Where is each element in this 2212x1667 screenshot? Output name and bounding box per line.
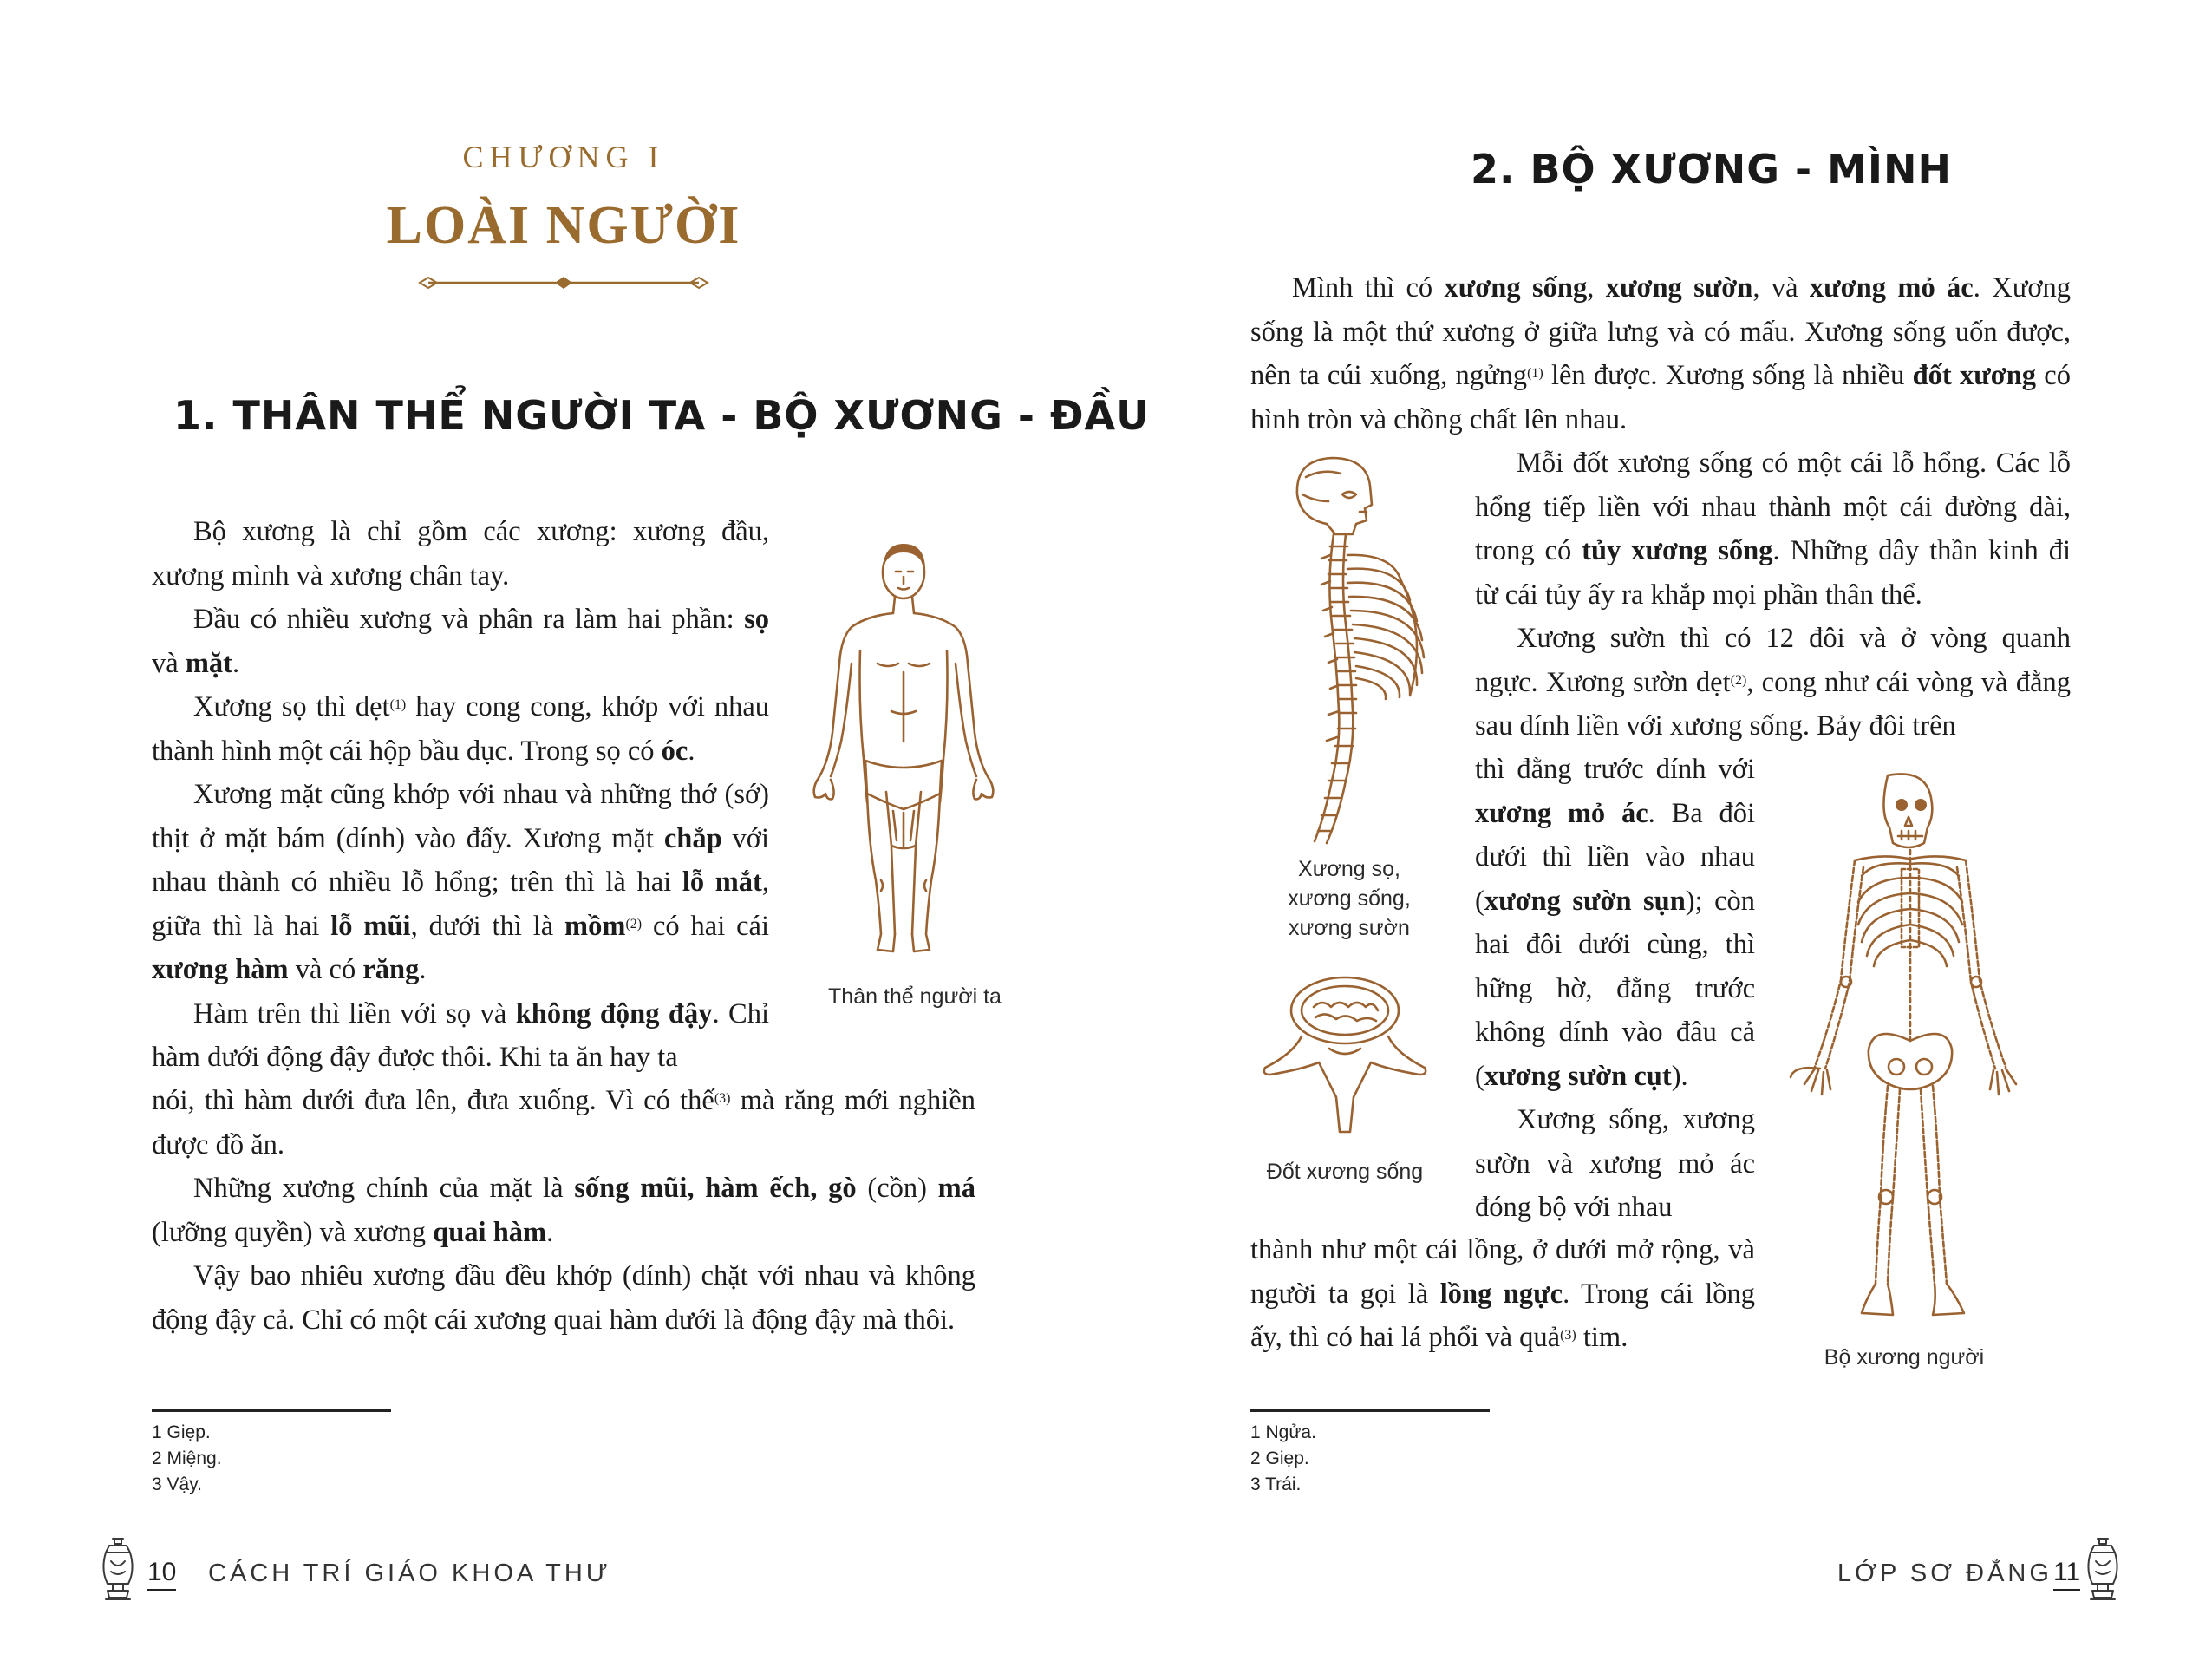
vertebra-illustration [1258, 967, 1432, 1141]
running-title: LỚP SƠ ĐẲNG [1837, 1559, 2052, 1587]
urn-ornament-icon [2082, 1535, 2124, 1605]
page-number: 11 [2053, 1558, 2080, 1591]
body-paragraph: Mỗi đốt xương sống có một cái lỗ hổng. Các lỗ hổng tiếp liền với nhau thành một cái đường dài, trong có tủy xương sống. Những dây thần kinh đi từ cái tủy ấy ra khắp mọi phần thân thể. Xương sườn thì có 12 đôi và ở vòng quanh ngực. Xương sườn dẹt$^{(2)}$, cong như cái vòng và đằng sau dính liền với xương sống. Bảy đôi trên [1475, 448, 2071, 742]
right-page [1106, 0, 2212, 1667]
footnote-divider [1250, 1409, 1490, 1412]
footnote-item: 2 Miệng. [152, 1448, 222, 1468]
footnote-divider [152, 1409, 391, 1412]
chapter-title: LOÀI NGƯỜI [386, 196, 741, 255]
vertebra-caption: Đốt xương sống [1266, 1160, 1424, 1184]
section-title: 1. THÂN THỂ NGƯỜI TA - BỘ XƯƠNG - ĐẦU [173, 392, 1150, 439]
section-title: 2. BỘ XƯƠNG - MÌNH [1471, 146, 1953, 193]
body-paragraph: thành như một cái lồng, ở dưới mở rộng, và người ta gọi là lồng ngực. Trong cái lồng ấy, thì có hai lá phổi và quả$^{(3)}$ tim. [1250, 1234, 1755, 1353]
figure-caption: Thân thể người ta [828, 984, 1002, 1009]
body-paragraph: Bộ xương là chỉ gồm các xương: xương đầu, xương mình và xương chân tay. Đầu có nhiều xương và phân ra làm hai phần: sọ và mặt. Xương sọ thì dẹt$^{(1)}$ hay cong cong, khớp với nhau thành hình một cái hộp bầu dục. Trong sọ có óc. Xương mặt cũng khớp với nhau và những thớ (sớ) thịt ở mặt bám (dính) vào đấy. Xương mặt chắp với nhau thành có nhiều lỗ hổng; trên thì là hai lỗ mắt, giữa thì là hai lỗ mũi, dưới thì là mồm$^{(2)}$ có hai cái xương hàm và có răng. Hàm trên thì liền với sọ và không động đậy. Chỉ hàm dưới động đậy được thôi. Khi ta ăn hay ta [152, 516, 769, 1073]
page-number: 10 [147, 1558, 176, 1591]
human-body-illustration [798, 533, 1015, 963]
body-paragraph: thì đằng trước dính với xương mỏ ác. Ba đôi dưới thì liền vào nhau (xương sườn sụn); còn hai đôi dưới cùng, thì hững hờ, đằng trước không dính vào đâu cả (xương sườn cụt). Xương sống, xương sườn và xương mỏ ác đóng bộ với nhau [1475, 754, 1756, 1223]
spine-skull-illustration [1280, 451, 1436, 850]
body-paragraph: nói, thì hàm dưới đưa lên, đưa xuống. Vì có thế$^{(3)}$ mà răng mới nghiền được đồ ăn. Những xương chính của mặt là sống mũi, hàm ếch, gò (cồn) má (lưỡng quyền) và xương quai hàm. Vậy bao nhiêu xương đầu đều khớp (dính) chặt với nhau và không động đậy cả. Chỉ có một cái xương quai hàm dưới là động đậy mà thôi. [152, 1085, 976, 1336]
footnotes [1250, 1420, 1316, 1498]
skeleton-illustration [1778, 763, 2039, 1327]
spine-caption: Xương sọ, xương sống, xương sườn [1288, 857, 1411, 940]
footnote-item: 3 Vậy. [152, 1474, 202, 1494]
footnotes [152, 1420, 222, 1498]
footnote-item: 1 Giẹp. [152, 1422, 211, 1442]
urn-ornament-icon [97, 1535, 139, 1605]
skeleton-caption: Bộ xương người [1824, 1345, 1985, 1370]
running-title: CÁCH TRÍ GIÁO KHOA THƯ [208, 1559, 611, 1587]
chapter-ornament [416, 273, 711, 292]
footnote-item: 1 Ngửa. [1250, 1422, 1316, 1442]
chapter-label: CHƯƠNG I [462, 140, 665, 174]
footnote-item: 2 Giẹp. [1250, 1448, 1309, 1468]
body-paragraph: Mình thì có xương sống, xương sườn, và xương mỏ ác. Xương sống là một thứ xương ở giữa lưng và có mấu. Xương sống uốn được, nên ta cúi xuống, ngửng$^{(1)}$ lên được. Xương sống là nhiều đốt xương có hình tròn và chồng chất lên nhau. [1250, 272, 2072, 435]
footnote-item: 3 Trái. [1250, 1474, 1302, 1494]
